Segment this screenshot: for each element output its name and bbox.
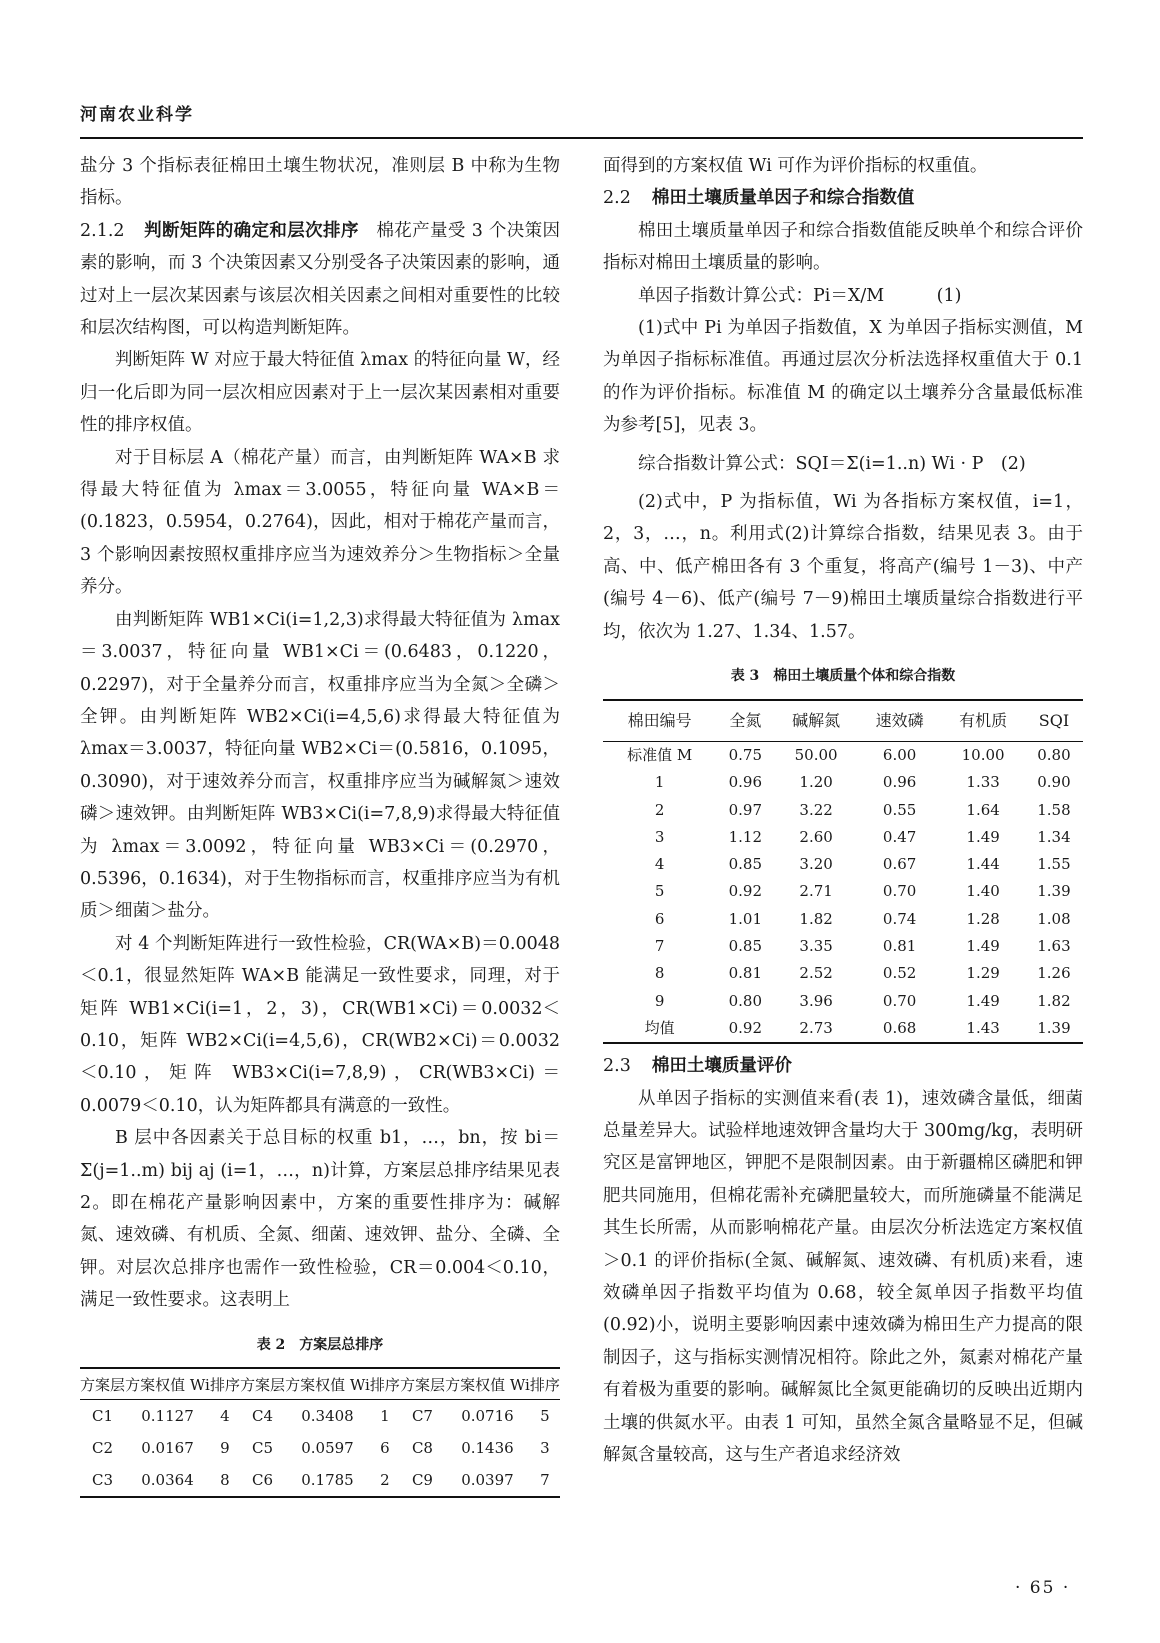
cell: 0.97: [728, 800, 763, 819]
col-header: 排序: [370, 1368, 400, 1400]
cell: 0.0364: [125, 1464, 210, 1497]
cell: 1: [654, 773, 665, 792]
cell: 1.26: [1037, 964, 1071, 983]
cell: C8: [411, 1439, 433, 1458]
cell: 8: [654, 964, 665, 983]
section-title: 棉田土壤质量单因子和综合指数值: [651, 188, 915, 209]
cell: 1.82: [1037, 991, 1071, 1010]
col-header: 速效磷: [858, 700, 942, 742]
cell: 3.20: [799, 855, 833, 874]
journal-header: 河南农业科学: [80, 105, 194, 125]
table-row: [603, 933, 1083, 960]
cell: 0.52: [882, 964, 917, 983]
cell: 50.00: [794, 745, 838, 764]
col-header: 棉田编号: [603, 700, 716, 742]
cell: 1.43: [941, 1015, 1025, 1043]
cell: 1.44: [966, 855, 1000, 874]
table-row: [603, 741, 1083, 769]
table-row: [80, 1400, 560, 1433]
cell: C2: [92, 1439, 114, 1458]
cell: 0.96: [728, 773, 763, 792]
cell: 0.47: [882, 827, 917, 846]
paragraph: 盐分 3 个指标表征棉田土壤生物状况，准则层 B 中称为生物指标。: [80, 156, 560, 209]
cell: 3: [654, 827, 665, 846]
paragraph: 面得到的方案权值 Wi 可作为评价指标的权重值。: [603, 156, 988, 176]
cell: 1.64: [966, 800, 1000, 819]
cell: 3: [540, 1439, 550, 1458]
cell: 1.20: [799, 773, 833, 792]
cell: 1.34: [1037, 827, 1071, 846]
cell: 1.49: [966, 991, 1000, 1010]
table-row: [603, 988, 1083, 1015]
cell: 0.85: [728, 936, 763, 955]
page-number: · 65 ·: [1015, 1578, 1071, 1598]
cell: 0.85: [728, 855, 763, 874]
cell: 1.29: [966, 964, 1000, 983]
cell: 4: [220, 1407, 230, 1426]
cell: 1.55: [1037, 855, 1071, 874]
cell: 均值: [603, 1015, 716, 1043]
cell: 1.49: [966, 936, 1000, 955]
left-column: [80, 150, 560, 1498]
col-header: 有机质: [941, 700, 1025, 742]
cell: 0.81: [882, 936, 917, 955]
cell: 3.22: [799, 800, 833, 819]
cell: 1.40: [966, 882, 1000, 901]
col-header: 方案层: [400, 1368, 445, 1400]
cell: 10.00: [961, 745, 1005, 764]
table-row: [603, 878, 1083, 905]
col-header: 排序: [210, 1368, 240, 1400]
col-header: 方案权值 Wi: [445, 1368, 530, 1400]
cell: 2.52: [799, 964, 833, 983]
cell: 1.63: [1037, 936, 1071, 955]
cell: 0.68: [858, 1015, 942, 1043]
cell: 0.96: [882, 773, 917, 792]
cell: 3.35: [799, 936, 833, 955]
section-text: 棉花产量受 3 个决策因素的影响，而 3 个决策因素又分别受各子决策因素的影响，通过对上一层次某因素与该层次相关因素之间相对重要性的比较和层次结构图，可以构造判断矩阵。: [80, 220, 560, 339]
section-number: 2.3: [603, 1056, 631, 1077]
cell: 0.1127: [141, 1407, 194, 1426]
table-row: [603, 851, 1083, 878]
cell: 0.92: [728, 882, 763, 901]
paragraph: (2)式中，P 为指标值，Wi 为各指标方案权值，i=1，2，3，…，n。利用式(2)计算综合指数，结果见表 3。由于高、中、低产棉田各有 3 个重复，将高产(编号 1－3)、中产(编号 4－6)、低产(编号 7－9)棉田土壤质量综合指数进行平均，依次为 1.27、1.34、1.57。: [603, 492, 1083, 642]
col-header: 方案层: [240, 1368, 285, 1400]
cell: 0.0597: [301, 1439, 354, 1458]
cell: 0.55: [882, 800, 917, 819]
cell: 0.81: [728, 964, 763, 983]
table3: [603, 699, 1083, 1045]
cell: 6.00: [882, 745, 917, 764]
cell: 8: [210, 1464, 240, 1497]
section-number: 2.2: [603, 188, 631, 209]
section-2-2: [603, 182, 1083, 214]
paragraph: 判断矩阵 W 对应于最大特征值 λmax 的特征向量 W，经归一化后即为同一层次相应因素对于上一层次某因素相对重要性的排序权值。: [80, 350, 560, 436]
formula-1: 单因子指数计算公式：Pi＝X/M (1): [638, 285, 962, 306]
cell: C1: [92, 1407, 114, 1426]
cell: 1.39: [1037, 882, 1071, 901]
col-header: 碱解氮: [774, 700, 858, 742]
cell: C6: [240, 1464, 285, 1497]
cell: 0.80: [1037, 745, 1071, 764]
cell: 1.49: [966, 827, 1000, 846]
paragraph: (1)式中 Pi 为单因子指数值，X 为单因子指标实测值，M 为单因子指标标准值。再通过层次分析法选择权重值大于 0.1 的作为评价指标。标准值 M 的确定以土壤养分含量最低标准为参考[5]，见表 3。: [603, 318, 1083, 436]
table-row: [603, 1015, 1083, 1043]
section-number: 2.1.2: [80, 220, 125, 241]
table2: [80, 1367, 560, 1498]
right-column: [603, 150, 1083, 1471]
table2-caption: 表 2 方案层总排序: [256, 1336, 384, 1353]
col-header: 排序: [530, 1368, 560, 1400]
cell: 1.28: [966, 909, 1000, 928]
cell: 0.3408: [301, 1407, 354, 1426]
cell: 2: [370, 1464, 400, 1497]
cell: 1: [380, 1407, 390, 1426]
cell: 0.75: [728, 745, 763, 764]
cell: 0.1785: [285, 1464, 370, 1497]
cell: 标准值 M: [627, 745, 693, 764]
cell: C3: [80, 1464, 125, 1497]
table3-caption: 表 3 棉田土壤质量个体和综合指数: [730, 668, 956, 685]
cell: 4: [654, 855, 665, 874]
cell: 0.80: [728, 991, 763, 1010]
cell: 0.92: [716, 1015, 774, 1043]
section-title: 判断矩阵的确定和层次排序: [143, 220, 359, 241]
cell: 9: [654, 991, 665, 1010]
table-row: [80, 1464, 560, 1497]
table-row: [80, 1432, 560, 1464]
formula-2: 综合指数计算公式：SQI＝Σ(i=1..n) Wi · P (2): [638, 453, 1026, 474]
cell: 0.0167: [141, 1439, 194, 1458]
cell: 1.33: [966, 773, 1000, 792]
cell: 0.74: [882, 909, 917, 928]
cell: 7: [654, 936, 665, 955]
cell: 1.01: [728, 909, 763, 928]
header-rule: [80, 137, 1083, 139]
paragraph: B 层中各因素关于总目标的权重 b1，…，bn，按 bi＝Σ(j=1..m) bij aj (i=1，…，n)计算，方案层总排序结果见表 2。即在棉花产量影响因素中，方案的重要性排序为：碱解氮、速效磷、有机质、全氮、细菌、速效钾、盐分、全磷、全钾。对层次总排序也需作一致性检验，CR＝0.004＜0.10，满足一致性要求。这表明上: [80, 1128, 560, 1311]
paragraph: 棉田土壤质量单因子和综合指数值能反映单个和综合评价指标对棉田土壤质量的影响。: [603, 220, 1083, 274]
table-row: [603, 769, 1083, 796]
section-title: 棉田土壤质量评价: [651, 1056, 792, 1077]
cell: C9: [400, 1464, 445, 1497]
paragraph: 由判断矩阵 WB1×Ci(i=1,2,3)求得最大特征值为 λmax＝3.0037，特征向量 WB1×Ci＝(0.6483，0.1220，0.2297)，对于全量养分而言，权重排序应当为全氮＞全磷＞全钾。由判断矩阵 WB2×Ci(i=4,5,6)求得最大特征值为 λmax＝3.0037，特征向量 WB2×Ci＝(0.5816，0.1095，0.3090)，对于速效养分而言，权重排序应当为碱解氮＞速效磷＞速效钾。由判断矩阵 WB3×Ci(i=7,8,9)求得最大特征值为 λmax＝3.0092，特征向量 WB3×Ci＝(0.2970，0.5396，0.1634)，对于生物指标而言，权重排序应当为有机质＞细菌＞盐分。: [80, 609, 560, 922]
paragraph: 对于目标层 A（棉花产量）而言，由判断矩阵 WA×B 求得最大特征值为 λmax＝3.0055，特征向量 WA×B＝(0.1823，0.5954，0.2764)，因此，相对于棉花产量而言，3 个影响因素按照权重排序应当为速效养分＞生物指标＞全量养分。: [80, 447, 560, 598]
table-row: [603, 824, 1083, 851]
cell: C7: [411, 1407, 433, 1426]
cell: C4: [251, 1407, 274, 1426]
cell: 0.70: [882, 882, 917, 901]
cell: 3.96: [799, 991, 833, 1010]
section-2-3: [603, 1050, 1083, 1082]
paragraph: 对 4 个判断矩阵进行一致性检验，CR(WA×B)＝0.0048＜0.1，很显然矩阵 WA×B 能满足一致性要求，同理，对于矩阵 WB1×Ci(i=1，2，3)，CR(WB1×Ci)＝0.0032＜0.10，矩阵 WB2×Ci(i=4,5,6)，CR(WB2×Ci)＝0.0032＜0.10，矩阵 WB3×Ci(i=7,8,9)，CR(WB3×Ci)＝0.0079＜0.10，认为矩阵都具有满意的一致性。: [80, 933, 560, 1116]
col-header: 全氮: [716, 700, 774, 742]
table-row: [603, 797, 1083, 824]
cell: 1.12: [728, 827, 763, 846]
cell: 1.58: [1037, 800, 1071, 819]
table-row: [603, 960, 1083, 987]
cell: 2.73: [774, 1015, 858, 1043]
section-2-1-2: [80, 215, 560, 345]
cell: 0.0716: [461, 1407, 514, 1426]
col-header: 方案权值 Wi: [285, 1368, 370, 1400]
cell: 6: [380, 1439, 390, 1458]
cell: 0.70: [882, 991, 917, 1010]
col-header: 方案层: [80, 1368, 125, 1400]
cell: 7: [530, 1464, 560, 1497]
cell: 0.1436: [461, 1439, 514, 1458]
cell: 2: [654, 800, 665, 819]
cell: 0.67: [882, 855, 917, 874]
cell: 2.71: [799, 882, 833, 901]
cell: 5: [540, 1407, 550, 1426]
paragraph: 从单因子指标的实测值来看(表 1)，速效磷含量低，细菌总量差异大。试验样地速效钾含量均大于 300mg/kg，表明研究区是富钾地区，钾肥不是限制因素。由于新疆棉区磷肥和钾肥共同施用，但棉花需补充磷肥量较大，而所施磷量不能满足其生长所需，从而影响棉花产量。由层次分析法选定方案权值＞0.1 的评价指标(全氮、碱解氮、速效磷、有机质)来看，速效磷单因子指数平均值为 0.68，较全氮单因子指数平均值(0.92)小，说明主要影响因素中速效磷为棉田生产力提高的限制因子，这与指标实测情况相符。除此之外，氮素对棉花产量有着极为重要的影响。碱解氮比全氮更能确切的反映出近期内土壤的供氮水平。由表 1 可知，虽然全氮含量略显不足，但碱解氮含量较高，这与生产者追求经济效: [603, 1088, 1083, 1466]
cell: 2.60: [799, 827, 833, 846]
col-header: 方案权值 Wi: [125, 1368, 210, 1400]
cell: 0.90: [1037, 773, 1071, 792]
table-row: [603, 906, 1083, 933]
cell: C5: [251, 1439, 274, 1458]
cell: 5: [654, 882, 665, 901]
cell: 9: [220, 1439, 230, 1458]
cell: 6: [654, 909, 665, 928]
cell: 1.08: [1037, 909, 1071, 928]
cell: 1.39: [1025, 1015, 1083, 1043]
col-header: SQI: [1025, 700, 1083, 742]
cell: 0.0397: [445, 1464, 530, 1497]
cell: 1.82: [799, 909, 833, 928]
